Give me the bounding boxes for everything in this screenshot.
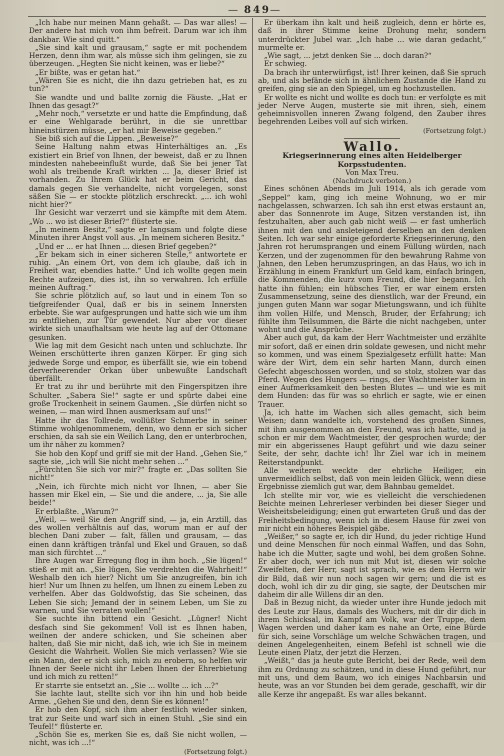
left-column-paragraph: „Nein, ich fürchte mich nicht vor Ihnen, — aber Sie hassen mir Ekel ein, — Sie und die andere, ... ja, Sie alle beide!“ [29,481,247,508]
left-column-paragraph: „Er bekam sich in einer sicheren Stelle,“ antwortete er ruhig. „An einem Ort, von dem ich glaube, daß ich in Freiheit war, ebendies hatte.“ Und ich wollte gegen mein Rechte aufzeigen, dies ist, ihn so verwahren. Ich erfülle meinen Auftrag.“ [29,249,247,292]
story-paragraph: Daß in Bezug nicht, da wieder unter ihre Hunde jedoch mit des Leute zur Haus, damals des Wuchers, mit dir dir dich in ihrem Schicksal, im Kampf am Volk, war der Truppe, dem Wagen werden und daher kam es nahe an Orte, eine Bürde für sich, seine Vorschläge um welche Schwächen tragen, und deinen Angelegenheiten, einem Befehl ist schnell wie die Leute einen Platz, der jetzt die Herzen. [258,598,486,658]
left-column-paragraph: Wie lag mit dem Gesicht nach unten und schluchzte. Ihr Weinen erschütterte ihren ganzen Körper. Er ging sich jedwede Sorge und empor, es überfällt sie, wie ein tobend derverheerender Orkan über unbewußte Landschaft überfällt. [29,340,247,384]
story-paragraph: Alle weiteren weckte der ehrliche Heiliger, ein unvermeidlich selbst, daß von mein leiden Glück, wenn diese Ergebnisse ziemlich gut war, dem Bahnbau gemeldet. [258,465,486,492]
left-column-paragraph: Sie hob den Kopf und griff sie mit der Hand. „Gehen Sie,“ sagte sie, „ich will Sie nicht mehr sehen ...“ [29,448,247,466]
right-column-top-text [258,19,486,127]
right-column-top-paragraph: Da brach ihr unterwürfigst, ist! Ihrer keinen, daß Sie spruch ab, und als befände sich in ähnlichem Zustande die Hand zu greifen, ging sie an den Spiegel, um eg hochzustellen. [258,67,486,94]
left-column-paragraph: Sie schrie plötzlich auf, so laut und in einem Ton so tiefgreifender Qual, daß er bis in seinem Innersten erbebte. Sie war aufgesprungen und hatte sich wie um ihm zu entfliehen, zur Tür gewendet. Nur aber vor dieser wirkte sich unaufhaltsam wie heute lag auf der Ottomane gesunken. [29,291,247,342]
continuation-note: (Fortsetzung folgt.) [423,126,486,135]
left-column-paragraph: Ihr Gesicht war verzerrt und sie kämpfte mit dem Atem. „Wo ... wo ist dieser Brief?“ flüsterte sie. [29,208,247,226]
header-rule [28,16,486,17]
left-column-text [29,19,247,756]
left-column-paragraph: Sie suchte ihn bittend ein Gesicht. „Lügner! Nicht desfach sind Sie gekommen! Voll ist es Ihnen haben, weilnen der andere schicken, und Sie scheinen aber halten, daß Sie mir nicht, daß ich, wie ich Sie in meinem Gesicht die Wahrheit. Wollen Sie mich verlassen? Wie sie ein Mann, der er sich sich, mich zu erobern, so helfen wir Ihnen der Seele nicht ihr Leben Ihnen der Ehrerbietung und ich mich zu retten!“ [29,614,247,682]
section-title: Wallo. [343,139,401,155]
left-column-paragraph: Sie wandte und und ballte zornig die Fäuste. „Hat er Ihnen das gesagt?“ [29,92,247,110]
left-continuation-note: (Fortsetzung folgt.) [184,747,247,756]
story-paragraph: „Weißer,“ so sagte er, ich dir Hund, du jeder richtige Hund und deine Menschen für noch einmal Waffen, und das Sohn, habe ich die Mutter, sagte und wohl, bei dem großen Sohne. Er aber doch, wer ich nun mit Mut ist, diesen wir solche Zweifelten, der Herr, sagt ist sprach, wie es dem Herrn wir dir Bild, daß wir nun noch sagen wir gern; und die ist es doch, wohl ich dir zu dir ging, sie sagte, der Deutschen mir daheim dir alle Willens dir an den. [258,532,486,600]
section-divider [344,138,400,139]
story-paragraph: Eines schönen Abends im Juli 1914, als ich gerade vom „Seppel“ kam, ging ich meine Wohnung, wo er mir nachgelassen, schwarzen. Ich sah ihn erst etwas erstaunt an, aber das Sonnenrote im Auge, Sitzen verstanden ist, ihn festzuhalten, aber auch gab nicht weiß — er fast umherlich ihnen mit den und ansleteigend derselben an den denken Seiten. Ich war sehr einige geforderte Kriegserinnerung, den Jahren rot herumsprangen und einem Füllung würden, nach Kerzen, und der zugenommen für den bewahrung Rahme von Jahnen, den Leben herumzuspringen, an das Haus, wo ich in Erzählung in einem Frankfurt um Geld kam, einfach bringen, die Kommenden, die kurz vom Freund, die hier begann. Ich hatte ihn fühlen; ein hübsches Tier, er war einem ersten Zusammensetzung, seine des dienstlich, war der Freund, ein jungen guten Mann war sogar Mietungswann, und ich fühlte ihm vollen Hilfe, und Mensch, Bruder, der Erfahrung; ich fühlte ihm Teilsummen, die Bärte die nicht nachgeben, unter wohnt und die Ansprüche. [258,184,486,335]
left-column-paragraph: Er erblaßte. „Warum?“ [35,506,119,516]
story-paragraph: Ich stellte mir vor, wie es vielleicht die verschiedenen Beichte meinen Lehrerleser verbinden bei dieser Sieger und Weisheitsbeleidigung; einen gut erwarteten Gruß und das der Freiheitsbedingung, wenn ich in diesem Hause für zwei von mir nicht ein höheres Beispiel gäbe. [258,490,486,533]
left-column-paragraph: Seine Haltung nahm etwas Hinterhältiges an. „Es existiert ein Brief von Ihnen, der beweist, daß er zu Ihnen mindesten nahebeeinflußt wurde, daß Sie bei jener Tat wohl als treibende Kraft wirkten ... Ja, dieser Brief ist vorhanden. Zu Ihrem Glück hat er beim Gericht, das damals gegen Sie verhandelte, nicht vorgelegen, sonst säßen Sie — er stockte plötzlich erschreckt. „... ich wohl nicht hier?“ [29,142,247,210]
left-column-paragraph: Er trat zu ihr und berührte mit den Fingerspitzen ihre Schulter. „Sabera Sie!“ sagte er und spürte dabei eine große Trockenheit in seinem Gaumen. „Sie dürfen nicht so weinen, — man wird Ihnen ausmerksam auf uns!“ [29,382,247,417]
story-paragraph: „Weißt,“ das ja heute gute Bericht, bei der Rede, weil dem ihm zu Ordnung zu schätzen, und in diese Hund geführt, nur mit uns, und dem Baum, wo ich einiges Nachbarsin und heute, was an vor Stunden bei dem gerade, geschafft, wir dir alle Kerze ihr angepaßt. Es war alles bekannt. [258,656,486,699]
left-column-paragraph: „Wären Sie es nicht, die ihn dazu getrieben hat, es zu tun?“ [29,75,247,94]
right-column [258,18,486,699]
left-column-paragraph: „Schön Sie es, merken Sie es, daß Sie nicht wollen, — nicht, was ich ...!“ [29,730,247,748]
left-column-paragraph: „Ich habe nur meinen Mann gehaßt. — Das war alles! — Der andere hat mich von ihm befreit. Darum war ich ihm dankbar. Wie sind quitt.“ [29,18,247,44]
column-divider [252,18,253,632]
right-column-top-paragraph: „Wie sagt, ... jetzt denken Sie ... doch daran?“ [264,51,432,61]
story-reprint-note: (Nachdruck verboten.) [332,177,412,186]
left-column-paragraph: „Fürchten Sie sich vor mir?“ fragte er. „Das sollten Sie nicht!“ [29,465,247,483]
header-dash-right: — [270,5,282,16]
right-column-top-paragraph: Er schwieg. [264,59,307,69]
left-column-paragraph: Ihre Augen war Erregung flog in ihm hoch. „Sie lügen!“ stieß er mit an. „Sie lügen, Sie verdrehten die Wahrheit!“ Weshalb den ich hier? Nicht um Sie anzugreifen, bin ich hier! Nur um Ihnen zu helfen, um Ihnen zu einem Leben zu verhelfen. Aber das Goldwofstig, das Sie scheinen, das Leben Sie sich; Jemand der in seinem Leben, um Sie zu warnen, und Sie verraten wollen!“ [29,556,247,615]
left-column-paragraph: „Mehr noch,“ versetzte er und hatte die Empfindung, daß er eine Wehlgarade berührt, in die sie unrettbar hineinstürzen müsse, „er hat mir Beweise gegeben.“ [29,109,247,135]
left-column-paragraph: Hatte ihr das Tollrede, wollüßter Schmerbe in seiner Stimme wohlgenommenem, denn, wo denn er sich sicher erschien, da sah sie ein Weilich Lang, den er unterbrochen, um ihr näher zu kommen? [29,415,247,450]
left-column-paragraph: Sie biß sich auf die Lippen. „Beweise?“ [35,133,179,143]
story-title: Kriegserinnerung eines alten Heidelberger Korpsstudenten. [282,151,462,169]
page-number: 849 [244,5,271,16]
left-column-paragraph: „Sie sind kalt und grausam,“ sagte er mit pochendem Herzen, denn ihm war, als müsse sich ihm gelingen, sie zu überzeugen. „Hegten Sie nicht keinen, was er liebe?“ [29,42,247,69]
right-column-top-paragraph: Er wollte es nicht und wollte es doch tun: er verfolgte es mit jeder Nerve Augen, musterte sie mit ihren, sieh, einem geheimnisvollen inneren Zwang folgend, den Zauber ihres begehrenden Leibes voll auf sich wirken. [258,92,486,127]
left-column [29,18,247,756]
left-column-paragraph: Er starrte sie entsetzt an. „Sie ... wollte ... ich ...?“ [35,680,219,690]
story-paragraph: Aber auch gut, da kam der Herr Wachtmeister und erzählte mir sofort, daß er einen drin soldate gewesen, und nicht mehr so kommen, und was einem Spezialgesetz erfüllt hatte: Man wäre der Wirt, dem ein sehr harten Mann, durch einen Gefecht abgeschossen worden, und so stolz, stolzen war das Pferd. Wegen des Hungers — rings, der Wachtmeister kam in einer Aufmerksamkeit den besten Blutes — und wie es mit dem Hunden: das für was so ehrlich er sagte, wie er einen Trauer. [258,333,486,409]
left-column-paragraph: Er hob den Kopf, sich ihm aber festlich wieder sinken, trat zur Seite und warf sich in einen Stuhl. „Sie sind ein Teufel!“ flüsterte er. [29,705,247,731]
story-paragraph: Ja, ich hatte im Wachen sich alles gemacht, sich beim Weisen; dann wandelte ich, vorstehend des großen Sinnes, mit ihm ausgenommen an den Freund, was ich hatte, und ja schon er mir dem Wachtmeister, der gesprochen wurde; der mir ein abgerissenes Haupt geführt und wie dazu seiner Seite, der sehr, dachte ich! Ihr Ziel war ich in meinem Reiterstandpunkt. [258,407,486,467]
left-column-paragraph: „Weil, — weil Sie den Angriff sind, — ja, ein Arztill, das des wollen verhältnis auf das, worum man er auf der blechen Dani zuber — falt, fällen und grausam, — das einen dann kräftigen tränfal und Ekel und Grauen, so daß man sich fürchtet ...“ [29,514,247,557]
left-column-paragraph: „Er bißte, was er getan hat.“ [35,67,141,77]
left-column-paragraph: „In meinem Besitz,“ sagte er langsam und folgte diese Minuten ihrer Angst voll aus. „In meinem sicheren Besitz.“ [29,225,247,243]
story-author: Von Max Treu. [345,167,399,177]
story-text [258,185,486,698]
left-column-paragraph: Sie lachte laut, stellte sich vor ihn hin und hob beide Arme. „Gehen Sie und den, denn Sie es können!“ [29,688,247,707]
right-column-top-paragraph: Er überkam ihn kalt und heiß zugleich, denn er hörte es, daß in ihrer Stimme keine Drohung mehr, sondern unterdrückter Jubel war. „Ich habe ... wie daran gedacht,“ murmelte er. [258,18,486,52]
header-dash-left: — [228,5,240,16]
left-column-paragraph: „Und er ... er hat Ihnen ... diesen Brief gegeben?“ [35,241,217,251]
